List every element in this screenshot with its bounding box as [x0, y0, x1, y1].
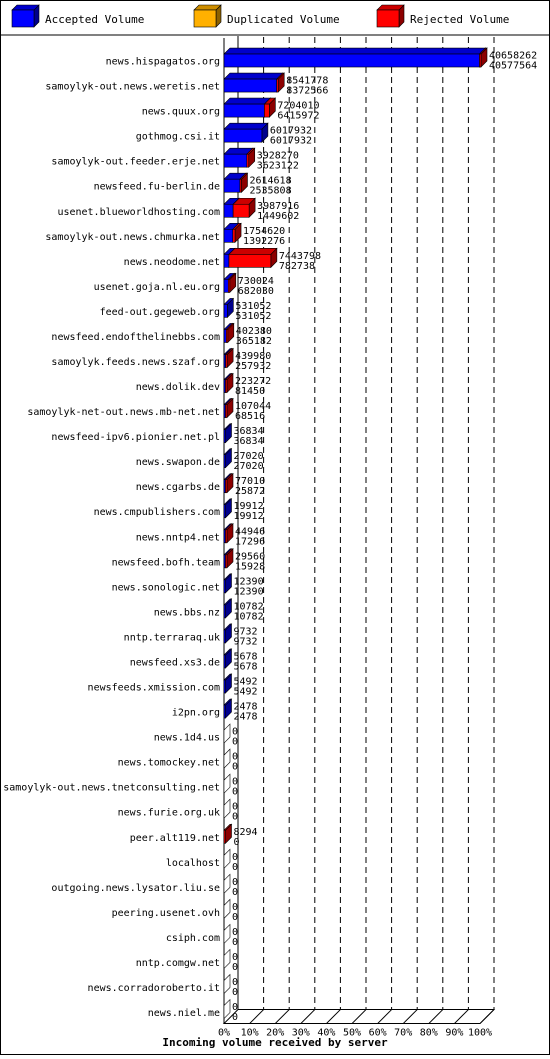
category-label-1: samoylyk-out.news.weretis.net: [45, 81, 220, 93]
bar-accepted-2: [224, 98, 270, 117]
category-label-8: news.neodome.net: [123, 256, 220, 268]
value-total-6: 3987916: [257, 200, 300, 212]
bar-rejected-6: [233, 198, 255, 217]
value-total-5: 2614618: [249, 175, 292, 187]
value-accepted-21: 12390: [233, 586, 264, 598]
value-total-3: 6017932: [269, 125, 313, 137]
value-accepted-12: 257932: [235, 361, 272, 372]
category-label-22: news.bbs.nz: [153, 607, 220, 619]
value-accepted-32: 0: [232, 861, 239, 873]
value-total-1: 8541778: [286, 75, 329, 87]
value-total-28: 0: [232, 751, 239, 763]
value-total-13: 223272: [235, 376, 272, 388]
value-accepted-37: 0: [232, 987, 239, 998]
category-label-23: nntp.terraraq.uk: [123, 632, 220, 644]
value-accepted-27: 0: [232, 736, 239, 748]
x-tick-label-50: 50%: [342, 1027, 362, 1039]
category-label-36: nntp.comgw.net: [135, 957, 220, 969]
category-label-12: samoylyk.feeds.news.szaf.org: [51, 357, 220, 368]
category-label-18: news.cmpublishers.com: [93, 507, 220, 519]
value-accepted-34: 0: [232, 911, 239, 923]
category-label-38: news.niel.me: [147, 1008, 220, 1020]
value-accepted-22: 10782: [233, 611, 264, 623]
value-accepted-28: 0: [232, 761, 239, 773]
value-total-10: 531052: [235, 300, 272, 312]
value-total-29: 0: [232, 776, 239, 788]
category-label-20: newsfeed.bofh.team: [111, 557, 220, 569]
value-total-2: 7204010: [277, 100, 320, 112]
category-label-32: localhost: [165, 857, 220, 869]
value-accepted-17: 25872: [235, 486, 266, 498]
value-accepted-5: 2535808: [249, 185, 292, 197]
value-total-23: 9732: [233, 626, 258, 638]
value-accepted-6: 1449602: [257, 210, 300, 222]
value-total-16: 27020: [233, 451, 264, 463]
value-accepted-38: 0: [232, 1012, 239, 1024]
x-tick-label-40: 40%: [317, 1027, 336, 1039]
value-accepted-10: 531052: [235, 310, 272, 322]
legend-label-rejected: Rejected Volume: [410, 13, 510, 26]
legend-swatch-accepted: [12, 5, 39, 27]
value-total-34: 0: [232, 901, 239, 913]
value-accepted-8: 782738: [278, 260, 315, 272]
category-label-3: gothmog.csi.it: [135, 131, 220, 143]
value-total-14: 107044: [235, 401, 272, 413]
value-total-20: 29560: [235, 551, 266, 563]
category-label-37: news.corradoroberto.it: [87, 983, 220, 994]
category-label-15: newsfeed-ipv6.pionier.net.pl: [51, 432, 220, 444]
value-total-38: 0: [232, 1002, 239, 1014]
value-accepted-15: 36834: [233, 436, 264, 448]
category-label-14: samoylyk-net-out.news.mb-net.net: [27, 407, 220, 419]
value-total-37: 0: [232, 977, 239, 988]
value-total-9: 730024: [237, 275, 274, 287]
legend-swatch-duplicated: [194, 5, 221, 27]
bar-accepted-3: [224, 123, 268, 142]
value-total-0: 40658262: [488, 50, 538, 62]
category-label-5: newsfeed.fu-berlin.de: [93, 181, 220, 193]
bar-accepted-1: [224, 73, 283, 92]
category-label-28: news.tomockey.net: [117, 757, 220, 769]
value-total-4: 3928270: [256, 150, 299, 162]
x-tick-label-60: 60%: [368, 1027, 387, 1039]
value-accepted-30: 0: [232, 811, 239, 823]
value-total-24: 5678: [233, 651, 258, 663]
value-total-36: 0: [232, 951, 239, 963]
category-label-27: news.1d4.us: [153, 732, 220, 744]
value-accepted-25: 5492: [233, 686, 258, 698]
category-label-11: newsfeed.endofthelinebbs.com: [51, 331, 220, 343]
value-total-17: 77010: [235, 476, 266, 488]
x-tick-label-100: 100%: [467, 1027, 493, 1039]
category-label-7: samoylyk-out.news.chmurka.net: [45, 231, 220, 243]
value-accepted-24: 5678: [233, 661, 258, 673]
value-total-35: 0: [232, 926, 239, 938]
category-label-35: csiph.com: [165, 932, 220, 944]
category-label-29: samoylyk-out.news.tnetconsulting.net: [3, 782, 220, 794]
value-accepted-16: 27020: [233, 461, 264, 473]
value-total-22: 10782: [233, 601, 264, 613]
category-label-30: news.furie.org.uk: [117, 807, 220, 819]
value-accepted-23: 9732: [233, 636, 258, 648]
value-total-31: 8294: [233, 826, 258, 838]
category-label-21: news.sonologic.net: [111, 582, 220, 594]
value-total-18: 19912: [233, 501, 264, 513]
value-total-30: 0: [232, 801, 239, 813]
value-total-12: 439980: [235, 351, 272, 362]
value-accepted-13: 81450: [235, 386, 266, 398]
category-label-33: outgoing.news.lysator.liu.se: [51, 882, 220, 894]
value-accepted-11: 365182: [235, 335, 272, 347]
value-accepted-7: 1392276: [243, 235, 286, 247]
x-tick-label-0: 0%: [217, 1027, 231, 1039]
value-total-8: 7443798: [278, 250, 322, 262]
legend-label-duplicated: Duplicated Volume: [227, 13, 340, 26]
x-tick-label-10: 10%: [240, 1027, 259, 1039]
value-accepted-31: 0: [233, 836, 240, 848]
value-accepted-26: 2478: [233, 711, 258, 723]
category-label-2: news.quux.org: [141, 106, 220, 118]
bar-accepted-0: [224, 48, 485, 67]
category-label-16: news.swapon.de: [135, 457, 220, 469]
value-total-15: 36834: [233, 426, 264, 438]
category-label-0: news.hispagatos.org: [105, 56, 220, 68]
value-total-32: 0: [232, 851, 239, 863]
category-label-17: news.cgarbs.de: [135, 482, 220, 494]
x-tick-label-30: 30%: [291, 1027, 310, 1039]
value-accepted-2: 6415972: [277, 110, 320, 122]
value-accepted-9: 682030: [237, 285, 274, 297]
category-label-9: usenet.goja.nl.eu.org: [93, 281, 220, 293]
category-label-34: peering.usenet.ovh: [111, 907, 220, 919]
value-accepted-19: 17296: [235, 536, 266, 548]
value-total-27: 0: [232, 726, 239, 738]
value-accepted-1: 8372566: [286, 85, 329, 97]
value-total-19: 44946: [235, 526, 266, 538]
category-label-31: peer.alt119.net: [129, 832, 220, 844]
legend-label-accepted: Accepted Volume: [45, 13, 145, 26]
bar-rejected-8: [229, 248, 277, 267]
value-accepted-35: 0: [232, 936, 239, 948]
value-total-7: 1754620: [243, 225, 286, 237]
category-label-10: feed-out.gegeweb.org: [99, 306, 220, 318]
value-accepted-33: 0: [232, 886, 239, 898]
x-tick-label-80: 80%: [419, 1027, 438, 1039]
value-accepted-0: 40577564: [488, 60, 538, 72]
x-tick-label-90: 90%: [445, 1027, 464, 1039]
category-label-26: i2pn.org: [171, 707, 220, 719]
value-accepted-20: 15928: [235, 561, 266, 573]
value-accepted-18: 19912: [233, 511, 264, 523]
value-accepted-29: 0: [232, 786, 239, 798]
category-label-4: samoylyk-out.feeder.erje.net: [51, 156, 220, 168]
x-axis-title: Incoming volume received by server: [162, 1036, 388, 1049]
value-total-33: 0: [232, 876, 239, 888]
value-total-26: 2478: [233, 701, 258, 713]
category-label-19: news.nntp4.net: [135, 532, 220, 544]
category-label-13: news.dolik.dev: [135, 382, 220, 394]
value-total-11: 402380: [235, 325, 272, 337]
category-label-24: newsfeed.xs3.de: [129, 657, 220, 669]
x-tick-label-20: 20%: [266, 1027, 285, 1039]
category-label-25: newsfeeds.xmission.com: [87, 682, 220, 694]
value-total-21: 12390: [233, 576, 264, 588]
value-accepted-3: 6017932: [269, 135, 313, 147]
value-accepted-4: 3623122: [256, 160, 299, 172]
legend-swatch-rejected: [377, 5, 404, 27]
value-accepted-36: 0: [232, 961, 239, 973]
category-label-6: usenet.blueworldhosting.com: [57, 206, 220, 218]
value-total-25: 5492: [233, 676, 258, 688]
x-tick-label-70: 70%: [394, 1027, 413, 1039]
value-accepted-14: 68516: [235, 411, 266, 423]
